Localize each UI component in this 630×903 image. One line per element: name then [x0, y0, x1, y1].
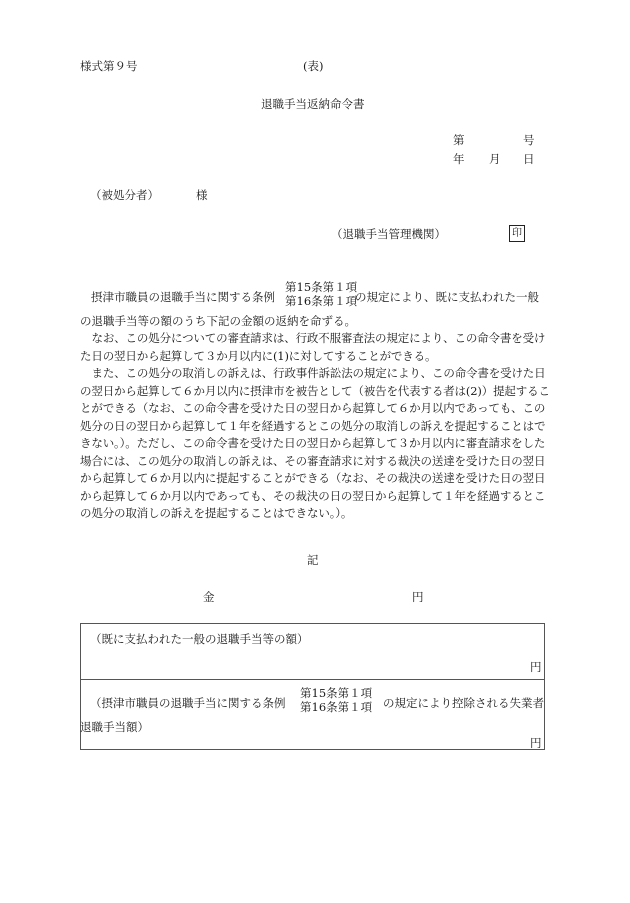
issuer-label: （退職手当管理機関）	[331, 227, 446, 241]
ki-heading: 記	[307, 553, 319, 567]
row1-unit: 円	[530, 660, 542, 674]
row2-unit: 円	[530, 736, 542, 750]
form-number: 様式第９号	[80, 59, 138, 73]
amount-unit: 円	[412, 590, 424, 604]
row2-line2: 退職手当額）	[80, 720, 149, 734]
row2-articles	[300, 686, 372, 714]
recipient-label: （被処分者）	[90, 188, 159, 202]
paragraph-appeal: なお、この処分についての審査請求は、行政不服審査法の規定により、この命令書を受けた日の翌日から起算して３か月以内に(1)に対してすることができる。	[80, 331, 546, 363]
document-title: 退職手当返納命令書	[261, 97, 365, 111]
paragraph-lawsuit: また、この処分の取消しの訴えは、行政事件訴訟法の規定により、この命令書を受けた日の翌日から起算して６か月以内に摂津市を被告として（被告を代表する者は(2)）提起することができる（なお、この命令書を受けた日の翌日から起算して６か月以内であっても、この処分の日の翌日から起算して１年を経過するとこの処分の取消しの訴えを提起することはできない。）。ただし、この命令書を受けた日の翌日から起算して３か月以内に審査請求をした場合には、この処分の取消しの訴えは、その審査請求に対する裁決の送達を受けた日の翌日から起算して６か月以内に提起することができる（なお、その裁決の送達を受けた日の翌日から起算して６か月以内であっても、その裁決の日の翌日から起算して１年を経過するとこの処分の取消しの訴えを提起することはできない。）。	[80, 366, 550, 520]
p1-article-b: 第16条第１項	[285, 294, 358, 308]
date-year: 年	[453, 152, 465, 166]
date-month: 月	[489, 152, 501, 166]
recipient-honorific: 様	[196, 188, 208, 202]
p1-end: の規定により、既に支払われた一般	[355, 290, 539, 304]
side-indicator: (表)	[303, 59, 324, 73]
row2-end: の規定により控除される失業者	[383, 696, 544, 710]
doc-number-dai: 第	[453, 133, 465, 147]
doc-number-go: 号	[523, 133, 535, 147]
row2-article-a: 第15条第１項	[300, 686, 373, 700]
seal-mark: 印	[509, 225, 525, 242]
p1-article-a: 第15条第１項	[285, 280, 358, 294]
p1-articles	[285, 280, 357, 308]
p1-line2: の退職手当等の額のうち下記の金額の返納を命ずる。	[80, 314, 356, 328]
row1-label: （既に支払われた一般の退職手当等の額）	[90, 632, 309, 646]
row2-start: （摂津市職員の退職手当に関する条例	[90, 696, 286, 710]
table-divider	[80, 679, 545, 680]
body-paragraphs	[80, 330, 552, 523]
amount-label: 金	[203, 590, 215, 604]
row2-article-b: 第16条第１項	[300, 700, 373, 714]
p1-start: 摂津市職員の退職手当に関する条例	[91, 290, 275, 304]
date-day: 日	[523, 152, 535, 166]
